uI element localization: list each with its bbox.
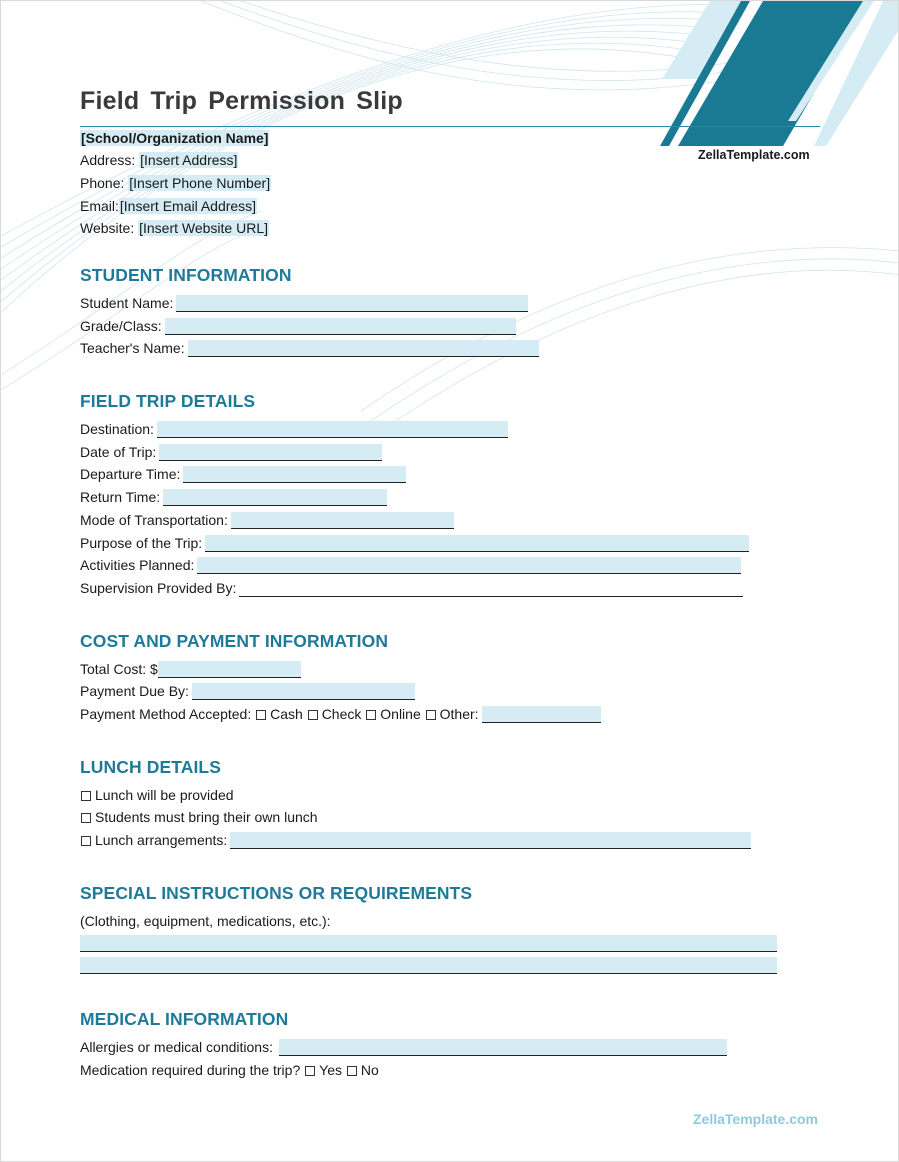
destination-label: Destination: [80, 421, 154, 437]
lunch-option-bring [80, 808, 318, 826]
section-heading-cost: COST AND PAYMENT INFORMATION [80, 631, 389, 651]
allergies-input[interactable] [279, 1039, 727, 1056]
student-name-input[interactable] [176, 295, 528, 312]
due-date-row [80, 682, 415, 700]
payment-method-row [80, 705, 601, 723]
supervision-row [80, 579, 743, 597]
date-row [80, 443, 382, 461]
teacher-input[interactable] [188, 340, 539, 357]
medication-label: Medication required during the trip? [80, 1062, 301, 1078]
total-cost-label: Total Cost: $ [80, 661, 158, 677]
medication-yes-label: Yes [319, 1062, 342, 1078]
date-label: Date of Trip: [80, 444, 157, 460]
allergies-row [80, 1038, 727, 1056]
allergies-label: Allergies or medical conditions: [80, 1039, 273, 1055]
teacher-label: Teacher's Name: [80, 340, 185, 356]
email-label: Email: [80, 198, 119, 214]
section-heading-trip: FIELD TRIP DETAILS [80, 391, 256, 411]
checkbox-medication-yes[interactable] [305, 1066, 315, 1076]
supervision-label: Supervision Provided By: [80, 580, 237, 596]
medication-row [80, 1061, 379, 1079]
return-label: Return Time: [80, 489, 161, 505]
grade-row [80, 317, 516, 335]
other-method-input[interactable] [482, 706, 601, 723]
page-title: Field Trip Permission Slip [80, 87, 403, 115]
title-divider [80, 126, 820, 127]
email-line [80, 197, 257, 215]
section-heading-medical: MEDICAL INFORMATION [80, 1009, 289, 1029]
transport-input[interactable] [231, 512, 454, 529]
lunch-arrangements-input[interactable] [230, 832, 751, 849]
special-instructions-input-2[interactable] [80, 957, 777, 974]
date-input[interactable] [159, 444, 382, 461]
departure-input[interactable] [183, 466, 406, 483]
option-cash: Cash [270, 706, 303, 722]
activities-label: Activities Planned: [80, 557, 195, 573]
lunch-arrangements-label: Lunch arrangements: [95, 832, 228, 848]
phone-label: Phone: [80, 175, 125, 191]
payment-method-label: Payment Method Accepted: [80, 706, 252, 722]
brand-watermark-top: ZellaTemplate.com [698, 148, 810, 162]
section-heading-student: STUDENT INFORMATION [80, 265, 292, 285]
checkbox-online[interactable] [366, 710, 376, 720]
checkbox-lunch-arrangements[interactable] [81, 836, 91, 846]
total-cost-input[interactable] [158, 661, 301, 678]
purpose-label: Purpose of the Trip: [80, 535, 203, 551]
purpose-row [80, 534, 749, 552]
option-online: Online [380, 706, 421, 722]
org-name-line [80, 129, 269, 147]
phone-field[interactable]: [Insert Phone Number] [129, 175, 271, 191]
activities-row [80, 556, 741, 574]
due-date-label: Payment Due By: [80, 683, 189, 699]
address-line [80, 151, 238, 169]
option-check: Check [321, 706, 362, 722]
lunch-option-arrangements [80, 831, 751, 849]
grade-input[interactable] [165, 318, 516, 335]
teacher-row [80, 339, 539, 357]
departure-row [80, 465, 406, 483]
checkbox-check[interactable] [308, 710, 318, 720]
destination-row [80, 420, 508, 438]
lunch-bring-label: Students must bring their own lunch [95, 809, 318, 825]
transport-label: Mode of Transportation: [80, 512, 228, 528]
checkbox-cash[interactable] [256, 710, 266, 720]
grade-label: Grade/Class: [80, 318, 162, 334]
purpose-input[interactable] [205, 535, 749, 552]
student-name-label: Student Name: [80, 295, 174, 311]
departure-label: Departure Time: [80, 466, 181, 482]
checkbox-lunch-bring[interactable] [81, 813, 91, 823]
address-field[interactable]: [Insert Address] [140, 152, 238, 168]
org-name[interactable]: [School/Organization Name] [81, 130, 269, 146]
option-other: Other: [439, 706, 479, 722]
destination-input[interactable] [157, 421, 508, 438]
due-date-input[interactable] [192, 683, 415, 700]
supervision-input[interactable] [239, 580, 743, 597]
transport-row [80, 511, 454, 529]
brand-watermark-bottom: ZellaTemplate.com [693, 1111, 819, 1127]
lunch-provided-label: Lunch will be provided [95, 787, 234, 803]
student-name-row [80, 294, 528, 312]
website-field[interactable]: [Insert Website URL] [139, 220, 269, 236]
special-instructions-input-1[interactable] [80, 935, 777, 952]
email-field[interactable]: [Insert Email Address] [119, 198, 257, 214]
checkbox-medication-no[interactable] [347, 1066, 357, 1076]
special-note: (Clothing, equipment, medications, etc.): [80, 913, 331, 929]
address-label: Address: [80, 152, 136, 168]
lunch-option-provided [80, 786, 234, 804]
checkbox-other[interactable] [426, 710, 436, 720]
return-row [80, 488, 387, 506]
activities-input[interactable] [197, 557, 741, 574]
medication-no-label: No [360, 1062, 379, 1078]
website-line [80, 219, 269, 237]
phone-line [80, 174, 271, 192]
corner-stripe-decoration [638, 1, 898, 151]
website-label: Website: [80, 220, 135, 236]
checkbox-lunch-provided[interactable] [81, 791, 91, 801]
return-input[interactable] [163, 489, 387, 506]
section-heading-lunch: LUNCH DETAILS [80, 757, 221, 777]
section-heading-special: SPECIAL INSTRUCTIONS OR REQUIREMENTS [80, 883, 473, 903]
total-cost-row [80, 660, 301, 678]
